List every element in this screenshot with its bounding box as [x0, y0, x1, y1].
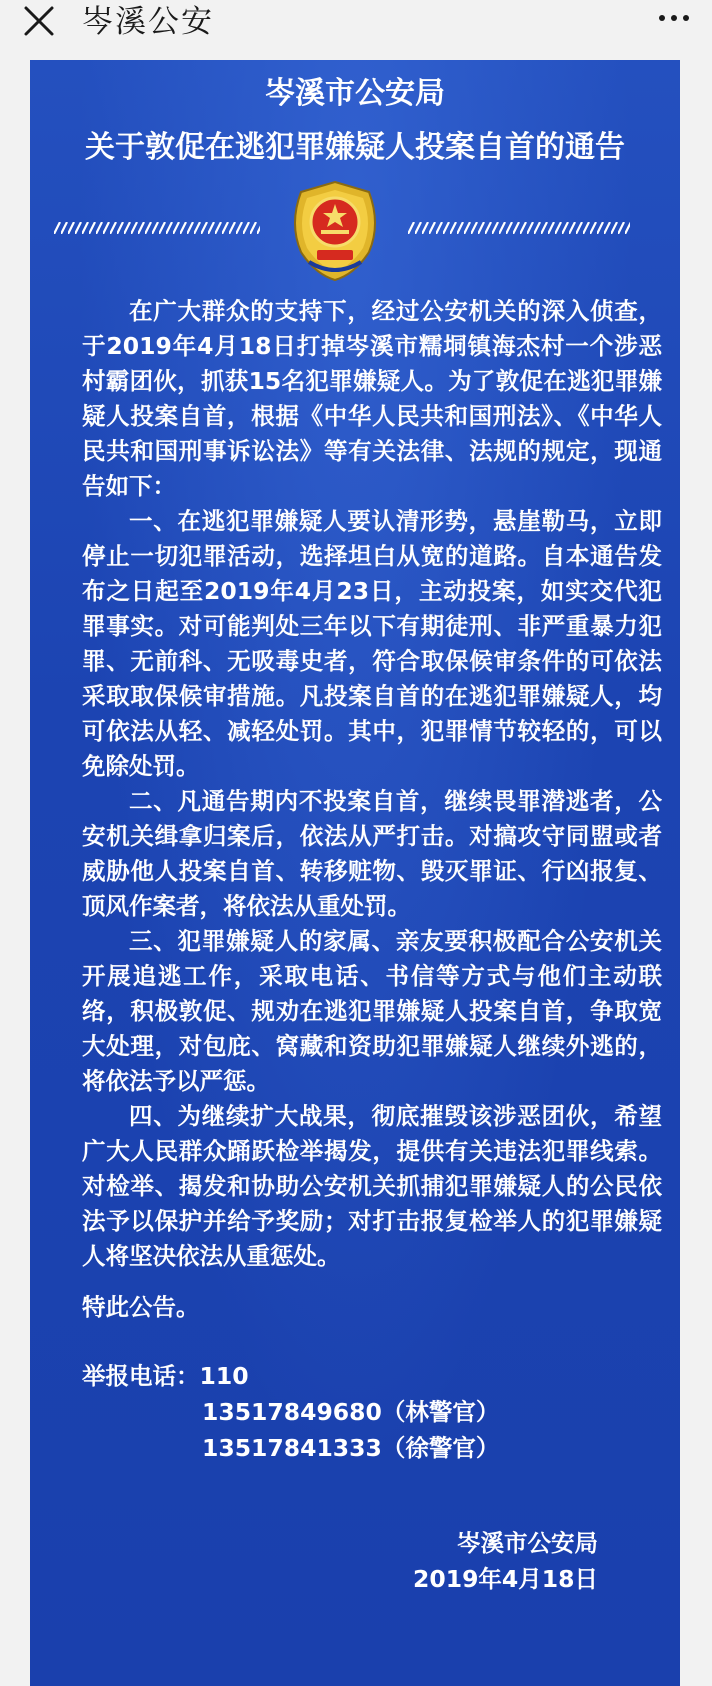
notice-poster [30, 60, 680, 1686]
notice-body [82, 294, 662, 1274]
hotline-xu: 13517841333（徐警官） [202, 1434, 500, 1462]
hotline-main: 举报电话：110 [82, 1362, 249, 1390]
hotline-block [82, 1358, 499, 1466]
close-icon[interactable] [22, 4, 56, 38]
notice-paragraph-2: 二、凡通告期内不投案自首，继续畏罪潜逃者，公安机关缉拿归案后，依法从严打击。对搞攻守同盟或者威胁他人投案自首、转移赃物、毁灭罪证、行凶报复、顶风作案者，将依法从重处罚。 [82, 787, 662, 920]
notice-paragraph-4: 四、为继续扩大战果，彻底摧毁该涉恶团伙，希望广大人民群众踊跃检举揭发，提供有关违法犯罪线索。对检举、揭发和协助公安机关抓捕犯罪嫌疑人的公民依法予以保护并给予奖励；对打击报复检举人的犯罪嫌疑人将坚决依法从重惩处。 [82, 1102, 662, 1270]
poster-title-notice: 关于敦促在逃犯罪嫌疑人投案自首的通告 [85, 130, 625, 165]
police-emblem-icon [283, 178, 387, 282]
app-title: 岑溪公安 [82, 4, 214, 40]
top-bar [0, 0, 712, 60]
notice-paragraph-intro: 在广大群众的支持下，经过公安机关的深入侦查，于2019年4月18日打掉岑溪市糯垌镇海杰村一个涉恶村霸团伙，抓获15名犯罪嫌疑人。为了敦促在逃犯罪嫌疑人投案自首，根据《中华人民共和国刑法》、《中华人民共和国刑事诉讼法》等有关法律、法规的规定，现通告如下： [82, 297, 662, 500]
closing-statement: 特此公告。 [82, 1293, 200, 1321]
poster-title-org: 岑溪市公安局 [265, 76, 445, 111]
notice-paragraph-3: 三、犯罪嫌疑人的家属、亲友要积极配合公安机关开展追逃工作，采取电话、书信等方式与他们主动联络，积极敦促、规劝在逃犯罪嫌疑人投案自首，争取宽大处理，对包庇、窝藏和资助犯罪嫌疑人继续外逃的，将依法予以严惩。 [82, 927, 662, 1095]
notice-paragraph-1: 一、在逃犯罪嫌疑人要认清形势，悬崖勒马，立即停止一切犯罪活动，选择坦白从宽的道路。自本通告发布之日起至2019年4月23日，主动投案，如实交代犯罪事实。对可能判处三年以下有期徒刑、非严重暴力犯罪、无前科、无吸毒史者，符合取保候审条件的可依法采取取保候审措施。凡投案自首的在逃犯罪嫌疑人，均可依法从轻、减轻处罚。其中，犯罪情节较轻的，可以免除处罚。 [82, 507, 662, 780]
hotline-lin: 13517849680（林警官） [202, 1398, 500, 1426]
decorative-stripe-left [54, 222, 260, 234]
signature-date: 2019年4月18日 [413, 1565, 598, 1593]
decorative-stripe-right [408, 222, 630, 234]
signature-org: 岑溪市公安局 [457, 1529, 598, 1557]
more-icon[interactable] [654, 6, 694, 30]
